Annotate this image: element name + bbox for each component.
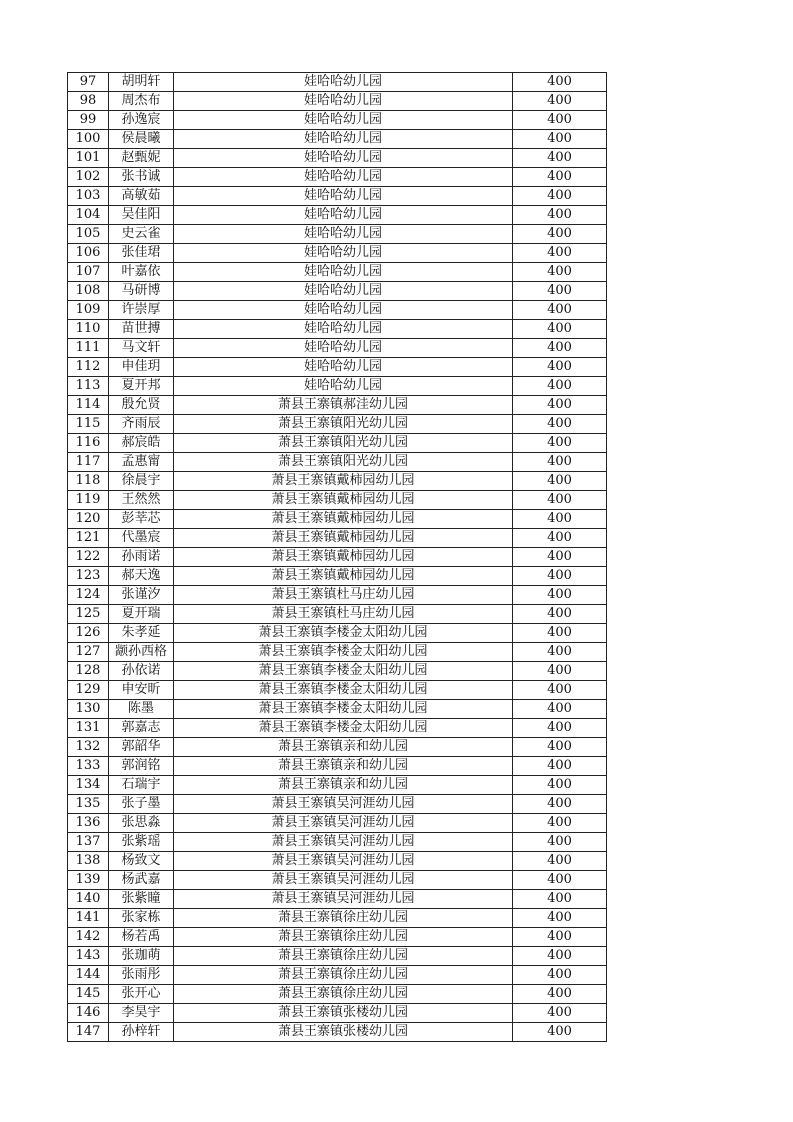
school-name: 娃哈哈幼儿园 — [174, 282, 513, 301]
row-number: 127 — [68, 643, 109, 662]
student-name: 张紫瞳 — [109, 890, 174, 909]
school-name: 萧县王寨镇张楼幼儿园 — [174, 1023, 513, 1042]
amount: 400 — [513, 510, 607, 529]
table-row — [68, 985, 607, 1004]
school-name: 娃哈哈幼儿园 — [174, 187, 513, 206]
student-name: 孙雨诺 — [109, 548, 174, 567]
student-name: 苗世搏 — [109, 320, 174, 339]
amount: 400 — [513, 928, 607, 947]
row-number: 101 — [68, 149, 109, 168]
student-name: 郭润铭 — [109, 757, 174, 776]
row-number: 104 — [68, 206, 109, 225]
row-number: 107 — [68, 263, 109, 282]
school-name: 萧县王寨镇吴河涯幼儿园 — [174, 814, 513, 833]
student-name: 杨若禹 — [109, 928, 174, 947]
table-row — [68, 301, 607, 320]
school-name: 娃哈哈幼儿园 — [174, 358, 513, 377]
row-number: 132 — [68, 738, 109, 757]
row-number: 129 — [68, 681, 109, 700]
amount: 400 — [513, 1004, 607, 1023]
amount: 400 — [513, 814, 607, 833]
student-name: 郭嘉志 — [109, 719, 174, 738]
amount: 400 — [513, 586, 607, 605]
row-number: 134 — [68, 776, 109, 795]
student-name: 赵甄妮 — [109, 149, 174, 168]
student-name: 周杰布 — [109, 92, 174, 111]
amount: 400 — [513, 453, 607, 472]
table-row — [68, 548, 607, 567]
amount: 400 — [513, 339, 607, 358]
student-name: 申佳玥 — [109, 358, 174, 377]
amount: 400 — [513, 966, 607, 985]
table-row — [68, 263, 607, 282]
student-name: 李昊宇 — [109, 1004, 174, 1023]
school-name: 萧县王寨镇徐庄幼儿园 — [174, 909, 513, 928]
student-name: 张佳珺 — [109, 244, 174, 263]
table-row — [68, 909, 607, 928]
amount: 400 — [513, 301, 607, 320]
school-name: 萧县王寨镇徐庄幼儿园 — [174, 928, 513, 947]
row-number: 97 — [68, 73, 109, 92]
table-row — [68, 1004, 607, 1023]
amount: 400 — [513, 434, 607, 453]
row-number: 142 — [68, 928, 109, 947]
student-name: 郝宸皓 — [109, 434, 174, 453]
school-name: 萧县王寨镇李楼金太阳幼儿园 — [174, 662, 513, 681]
school-name: 萧县王寨镇戴柿园幼儿园 — [174, 491, 513, 510]
student-name: 马文轩 — [109, 339, 174, 358]
table-row — [68, 643, 607, 662]
table-row — [68, 358, 607, 377]
school-name: 娃哈哈幼儿园 — [174, 225, 513, 244]
row-number: 124 — [68, 586, 109, 605]
row-number: 119 — [68, 491, 109, 510]
row-number: 143 — [68, 947, 109, 966]
row-number: 137 — [68, 833, 109, 852]
student-name: 孙依诺 — [109, 662, 174, 681]
amount: 400 — [513, 795, 607, 814]
amount: 400 — [513, 187, 607, 206]
amount: 400 — [513, 396, 607, 415]
amount: 400 — [513, 168, 607, 187]
amount: 400 — [513, 149, 607, 168]
row-number: 145 — [68, 985, 109, 1004]
table-row — [68, 472, 607, 491]
school-name: 娃哈哈幼儿园 — [174, 130, 513, 149]
table-row — [68, 757, 607, 776]
row-number: 136 — [68, 814, 109, 833]
row-number: 109 — [68, 301, 109, 320]
row-number: 111 — [68, 339, 109, 358]
amount: 400 — [513, 852, 607, 871]
amount: 400 — [513, 776, 607, 795]
amount: 400 — [513, 738, 607, 757]
school-name: 娃哈哈幼儿园 — [174, 339, 513, 358]
table-row — [68, 852, 607, 871]
student-name: 彭莘芯 — [109, 510, 174, 529]
school-name: 萧县王寨镇吴河涯幼儿园 — [174, 871, 513, 890]
table-row — [68, 111, 607, 130]
student-name: 杨致文 — [109, 852, 174, 871]
student-name: 侯晨曦 — [109, 130, 174, 149]
amount: 400 — [513, 472, 607, 491]
amount: 400 — [513, 548, 607, 567]
table-row — [68, 662, 607, 681]
row-number: 147 — [68, 1023, 109, 1042]
amount: 400 — [513, 491, 607, 510]
school-name: 萧县王寨镇戴柿园幼儿园 — [174, 510, 513, 529]
row-number: 135 — [68, 795, 109, 814]
amount: 400 — [513, 567, 607, 586]
school-name: 娃哈哈幼儿园 — [174, 377, 513, 396]
row-number: 120 — [68, 510, 109, 529]
school-name: 娃哈哈幼儿园 — [174, 263, 513, 282]
student-name: 张书诚 — [109, 168, 174, 187]
school-name: 萧县王寨镇亲和幼儿园 — [174, 776, 513, 795]
school-name: 萧县王寨镇阳光幼儿园 — [174, 415, 513, 434]
amount: 400 — [513, 92, 607, 111]
school-name: 萧县王寨镇杜马庄幼儿园 — [174, 586, 513, 605]
school-name: 萧县王寨镇徐庄幼儿园 — [174, 966, 513, 985]
table-row — [68, 168, 607, 187]
amount: 400 — [513, 909, 607, 928]
amount: 400 — [513, 662, 607, 681]
roster-body — [68, 73, 607, 1042]
student-name: 张谨汐 — [109, 586, 174, 605]
row-number: 115 — [68, 415, 109, 434]
row-number: 106 — [68, 244, 109, 263]
table-row — [68, 453, 607, 472]
school-name: 萧县王寨镇张楼幼儿园 — [174, 1004, 513, 1023]
student-name: 夏开瑞 — [109, 605, 174, 624]
row-number: 100 — [68, 130, 109, 149]
row-number: 110 — [68, 320, 109, 339]
student-name: 张思淼 — [109, 814, 174, 833]
amount: 400 — [513, 263, 607, 282]
table-row — [68, 149, 607, 168]
amount: 400 — [513, 757, 607, 776]
school-name: 萧县王寨镇亲和幼儿园 — [174, 738, 513, 757]
student-name: 代墨宸 — [109, 529, 174, 548]
table-row — [68, 890, 607, 909]
school-name: 萧县王寨镇李楼金太阳幼儿园 — [174, 681, 513, 700]
school-name: 萧县王寨镇吴河涯幼儿园 — [174, 795, 513, 814]
student-name: 许崇厚 — [109, 301, 174, 320]
row-number: 139 — [68, 871, 109, 890]
student-name: 杨武嘉 — [109, 871, 174, 890]
school-name: 萧县王寨镇戴柿园幼儿园 — [174, 548, 513, 567]
row-number: 121 — [68, 529, 109, 548]
table-row — [68, 776, 607, 795]
school-name: 萧县王寨镇阳光幼儿园 — [174, 453, 513, 472]
row-number: 122 — [68, 548, 109, 567]
school-name: 萧县王寨镇徐庄幼儿园 — [174, 985, 513, 1004]
amount: 400 — [513, 111, 607, 130]
amount: 400 — [513, 225, 607, 244]
school-name: 萧县王寨镇吴河涯幼儿园 — [174, 833, 513, 852]
table-row — [68, 415, 607, 434]
amount: 400 — [513, 377, 607, 396]
amount: 400 — [513, 890, 607, 909]
amount: 400 — [513, 605, 607, 624]
row-number: 131 — [68, 719, 109, 738]
student-name: 史云雀 — [109, 225, 174, 244]
student-name: 朱孝延 — [109, 624, 174, 643]
amount: 400 — [513, 643, 607, 662]
school-name: 萧县王寨镇阳光幼儿园 — [174, 434, 513, 453]
table-row — [68, 586, 607, 605]
table-row — [68, 966, 607, 985]
amount: 400 — [513, 871, 607, 890]
table-row — [68, 434, 607, 453]
amount: 400 — [513, 947, 607, 966]
amount: 400 — [513, 358, 607, 377]
student-name: 徐晨宇 — [109, 472, 174, 491]
table-row — [68, 814, 607, 833]
table-row — [68, 681, 607, 700]
school-name: 娃哈哈幼儿园 — [174, 73, 513, 92]
student-name: 马研博 — [109, 282, 174, 301]
row-number: 102 — [68, 168, 109, 187]
table-row — [68, 529, 607, 548]
student-name: 王然然 — [109, 491, 174, 510]
row-number: 141 — [68, 909, 109, 928]
school-name: 萧县王寨镇亲和幼儿园 — [174, 757, 513, 776]
row-number: 138 — [68, 852, 109, 871]
row-number: 128 — [68, 662, 109, 681]
table-row — [68, 320, 607, 339]
table-row — [68, 244, 607, 263]
row-number: 114 — [68, 396, 109, 415]
school-name: 娃哈哈幼儿园 — [174, 320, 513, 339]
student-name: 陈墨 — [109, 700, 174, 719]
student-name: 张紫瑶 — [109, 833, 174, 852]
school-name: 娃哈哈幼儿园 — [174, 206, 513, 225]
table-row — [68, 92, 607, 111]
student-name: 郝天逸 — [109, 567, 174, 586]
roster-table — [67, 72, 607, 1042]
row-number: 105 — [68, 225, 109, 244]
amount: 400 — [513, 282, 607, 301]
student-name: 叶嘉依 — [109, 263, 174, 282]
student-name: 孙梓轩 — [109, 1023, 174, 1042]
student-name: 高敏茹 — [109, 187, 174, 206]
amount: 400 — [513, 681, 607, 700]
amount: 400 — [513, 206, 607, 225]
row-number: 98 — [68, 92, 109, 111]
student-name: 孟惠甯 — [109, 453, 174, 472]
student-name: 郭韶华 — [109, 738, 174, 757]
table-row — [68, 947, 607, 966]
school-name: 萧县王寨镇戴柿园幼儿园 — [174, 472, 513, 491]
table-row — [68, 928, 607, 947]
row-number: 130 — [68, 700, 109, 719]
table-row — [68, 377, 607, 396]
student-name: 张开心 — [109, 985, 174, 1004]
student-name: 张子墨 — [109, 795, 174, 814]
table-row — [68, 871, 607, 890]
table-row — [68, 339, 607, 358]
row-number: 117 — [68, 453, 109, 472]
school-name: 娃哈哈幼儿园 — [174, 301, 513, 320]
student-name: 孙逸宸 — [109, 111, 174, 130]
school-name: 娃哈哈幼儿园 — [174, 244, 513, 263]
row-number: 140 — [68, 890, 109, 909]
school-name: 萧县王寨镇李楼金太阳幼儿园 — [174, 624, 513, 643]
amount: 400 — [513, 719, 607, 738]
row-number: 118 — [68, 472, 109, 491]
school-name: 娃哈哈幼儿园 — [174, 149, 513, 168]
student-name: 殷允贤 — [109, 396, 174, 415]
amount: 400 — [513, 529, 607, 548]
amount: 400 — [513, 700, 607, 719]
school-name: 萧县王寨镇吴河涯幼儿园 — [174, 890, 513, 909]
row-number: 125 — [68, 605, 109, 624]
student-name: 胡明轩 — [109, 73, 174, 92]
table-row — [68, 396, 607, 415]
amount: 400 — [513, 1023, 607, 1042]
school-name: 萧县王寨镇李楼金太阳幼儿园 — [174, 700, 513, 719]
table-row — [68, 700, 607, 719]
amount: 400 — [513, 415, 607, 434]
student-name: 张珈萌 — [109, 947, 174, 966]
school-name: 萧县王寨镇戴柿园幼儿园 — [174, 567, 513, 586]
student-name: 申安昕 — [109, 681, 174, 700]
student-name: 张雨彤 — [109, 966, 174, 985]
amount: 400 — [513, 985, 607, 1004]
row-number: 112 — [68, 358, 109, 377]
table-row — [68, 1023, 607, 1042]
school-name: 萧县王寨镇徐庄幼儿园 — [174, 947, 513, 966]
row-number: 123 — [68, 567, 109, 586]
school-name: 萧县王寨镇李楼金太阳幼儿园 — [174, 643, 513, 662]
table-row — [68, 567, 607, 586]
student-name: 吴佳阳 — [109, 206, 174, 225]
row-number: 146 — [68, 1004, 109, 1023]
student-name: 颛孙西格 — [109, 643, 174, 662]
amount: 400 — [513, 244, 607, 263]
row-number: 103 — [68, 187, 109, 206]
row-number: 113 — [68, 377, 109, 396]
school-name: 萧县王寨镇吴河涯幼儿园 — [174, 852, 513, 871]
school-name: 萧县王寨镇戴柿园幼儿园 — [174, 529, 513, 548]
table-row — [68, 225, 607, 244]
student-name: 张家栋 — [109, 909, 174, 928]
table-row — [68, 73, 607, 92]
amount: 400 — [513, 833, 607, 852]
table-row — [68, 510, 607, 529]
table-row — [68, 491, 607, 510]
school-name: 娃哈哈幼儿园 — [174, 111, 513, 130]
row-number: 116 — [68, 434, 109, 453]
table-row — [68, 719, 607, 738]
school-name: 娃哈哈幼儿园 — [174, 92, 513, 111]
school-name: 娃哈哈幼儿园 — [174, 168, 513, 187]
amount: 400 — [513, 130, 607, 149]
student-name: 石瑞宇 — [109, 776, 174, 795]
row-number: 99 — [68, 111, 109, 130]
table-row — [68, 282, 607, 301]
row-number: 108 — [68, 282, 109, 301]
table-row — [68, 187, 607, 206]
student-name: 夏开邦 — [109, 377, 174, 396]
table-row — [68, 605, 607, 624]
table-row — [68, 833, 607, 852]
amount: 400 — [513, 320, 607, 339]
table-row — [68, 795, 607, 814]
school-name: 萧县王寨镇李楼金太阳幼儿园 — [174, 719, 513, 738]
school-name: 萧县王寨镇杜马庄幼儿园 — [174, 605, 513, 624]
row-number: 126 — [68, 624, 109, 643]
table-row — [68, 738, 607, 757]
amount: 400 — [513, 624, 607, 643]
row-number: 144 — [68, 966, 109, 985]
table-row — [68, 206, 607, 225]
table-row — [68, 624, 607, 643]
student-name: 齐雨辰 — [109, 415, 174, 434]
row-number: 133 — [68, 757, 109, 776]
amount: 400 — [513, 73, 607, 92]
table-row — [68, 130, 607, 149]
school-name: 萧县王寨镇郝洼幼儿园 — [174, 396, 513, 415]
